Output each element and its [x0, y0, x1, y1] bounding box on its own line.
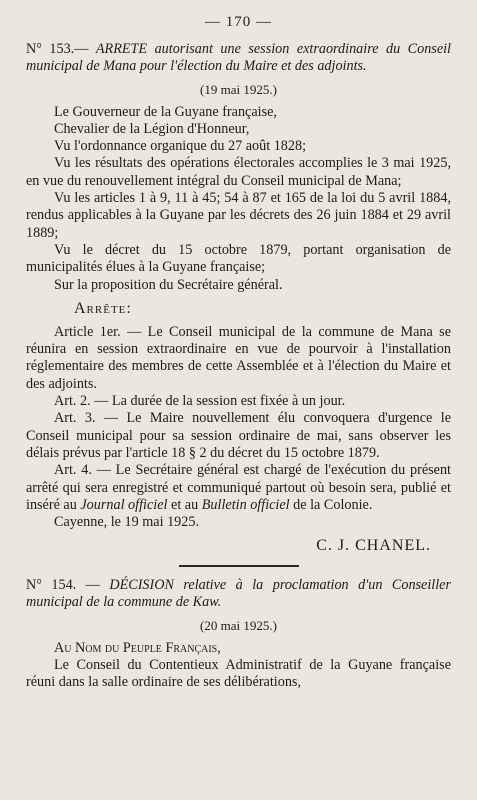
- journal-officiel: Journal officiel: [80, 496, 168, 513]
- signature: C. J. CHANEL.: [316, 537, 431, 555]
- article-1: Article 1er. — Le Conseil municipal de la commune de Mana se réunira en session extraordinaire en vue de pourvoir à l'installation réglementaire des membres de cette Assemblée et à l'élection du Maire et des adjoints.: [26, 323, 451, 392]
- decision-text: Le Conseil du Contentieux Administratif de la Guyane française réuni dans la salle ordinaire de ses délibérations,: [26, 656, 451, 691]
- arrete-title: ARRETE autorisant une session extraordinaire du Conseil municipal de Mana pour l'élection du Maire et des adjoints.: [26, 41, 451, 75]
- decision-154-heading: [26, 577, 451, 612]
- article-4-start: Art. 4. — Le Secrétaire général est chargé de l'exécution du présent arrêté qui sera enregistré et communiqué partout où besoin sera, publié et inséré au: [26, 462, 451, 513]
- article-4: [26, 462, 451, 514]
- governor-line: Le Gouverneur de la Guyane française,: [54, 103, 277, 120]
- vu-articles: Vu les articles 1 à 9, 11 à 45; 54 à 87 et 165 de la loi du 5 avril 1884, rendus applicables à la Guyane par les décrets des 26 juin 1884 et 29 avril 1889;: [26, 190, 451, 241]
- page-number: — 170 —: [205, 14, 272, 30]
- separator-rule: [179, 565, 299, 567]
- decision-date: (20 mai 1925.): [200, 617, 277, 633]
- bulletin-officiel: Bulletin officiel: [201, 496, 290, 513]
- article-4-end: de la Colonie.: [289, 496, 373, 513]
- decision-heading: Au Nom du Peuple Français,: [54, 639, 221, 656]
- decision-number: N° 154. —: [26, 576, 110, 593]
- article-4-mid: et au: [167, 496, 202, 513]
- decision-title: DÉCISION relative à la proclamation d'un Conseiller municipal de la commune de Kaw.: [26, 576, 452, 611]
- vu-resultats: Vu les résultats des opérations électorales accomplies le 3 mai 1925, en vue du renouvellement intégral du Conseil municipal de Mana;: [26, 155, 451, 189]
- sur-proposition: Sur la proposition du Secrétaire général.: [54, 276, 283, 293]
- arrete-date: (19 mai 1925.): [200, 81, 277, 97]
- article-3: Art. 3. — Le Maire nouvellement élu convoquera d'urgence le Conseil municipal pour sa session ordinaire de mai, sans observer les délais prévus par l'article 18 § 2 du décret du 15 octobre 1879.: [26, 410, 451, 461]
- arrete-label: Arrête:: [74, 299, 132, 317]
- arrete-number: N° 153.—: [26, 41, 96, 57]
- vu-ordonnance: Vu l'ordonnance organique du 27 août 1828;: [54, 138, 307, 155]
- arrete-153-heading: [26, 41, 451, 76]
- article-2: Art. 2. — La durée de la session est fixée à un jour.: [54, 393, 346, 410]
- chevalier-line: Chevalier de la Légion d'Honneur,: [54, 120, 250, 137]
- place-date: Cayenne, le 19 mai 1925.: [54, 514, 199, 531]
- vu-decret: Vu le décret du 15 octobre 1879, portant organisation de municipalités élues à la Guyane française;: [26, 241, 451, 276]
